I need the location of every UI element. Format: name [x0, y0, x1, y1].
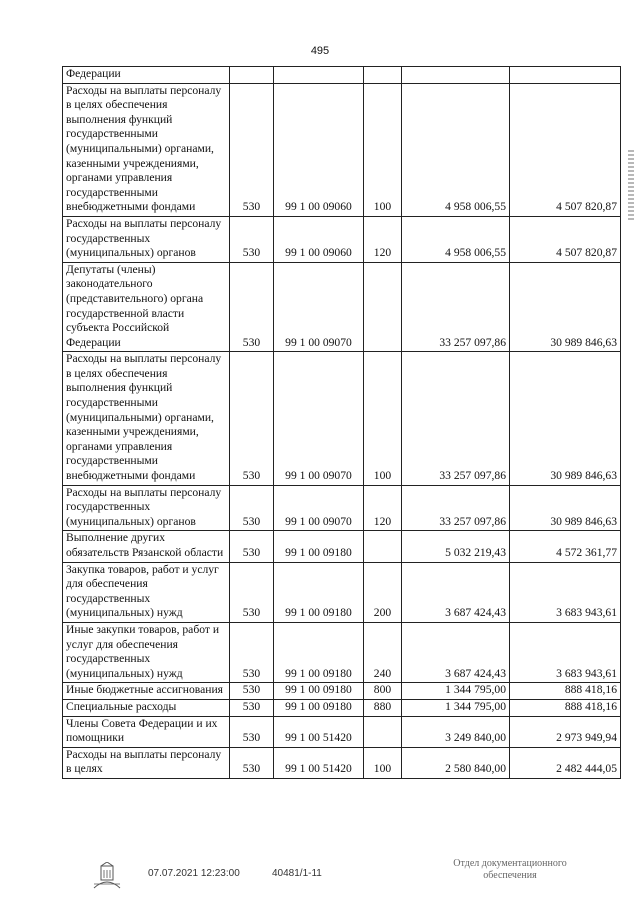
registration-number: 40481/1-11 [272, 868, 322, 879]
page-footer [0, 858, 640, 902]
row-name-cell: Члены Совета Федерации и их помощники [63, 716, 230, 747]
row-vd-cell: 530 [230, 716, 274, 747]
row-csr-cell [274, 67, 364, 84]
row-sum2-cell: 888 418,16 [510, 699, 621, 716]
row-vr-cell: 200 [364, 562, 402, 622]
row-csr-cell: 99 1 00 09180 [274, 562, 364, 622]
row-sum2-cell: 4 507 820,87 [510, 216, 621, 262]
row-sum1-cell: 33 257 097,86 [402, 485, 510, 531]
row-name-cell: Закупка товаров, работ и услуг для обеспечения государственных (муниципальных) нужд [63, 562, 230, 622]
row-sum2-cell [510, 67, 621, 84]
table-row [63, 622, 621, 682]
row-vr-cell: 800 [364, 683, 402, 700]
row-name-cell: Иные закупки товаров, работ и услуг для обеспечения государственных (муниципальных) нужд [63, 622, 230, 682]
row-name-cell: Депутаты (члены) законодательного (представительного) органа государственной власти субъекта Российской Федерации [63, 262, 230, 352]
row-sum1-cell [402, 67, 510, 84]
row-vd-cell: 530 [230, 562, 274, 622]
row-vd-cell: 530 [230, 747, 274, 778]
table-row [63, 562, 621, 622]
row-sum2-cell: 3 683 943,61 [510, 622, 621, 682]
row-csr-cell: 99 1 00 51420 [274, 716, 364, 747]
table-row [63, 262, 621, 352]
scan-edge-artifact [628, 150, 634, 220]
row-vd-cell: 530 [230, 622, 274, 682]
row-csr-cell: 99 1 00 09180 [274, 699, 364, 716]
row-name-cell: Иные бюджетные ассигнования [63, 683, 230, 700]
row-csr-cell: 99 1 00 09180 [274, 683, 364, 700]
row-sum1-cell: 3 687 424,43 [402, 562, 510, 622]
row-sum2-cell: 888 418,16 [510, 683, 621, 700]
row-sum1-cell: 3 249 840,00 [402, 716, 510, 747]
row-sum1-cell: 1 344 795,00 [402, 683, 510, 700]
table-body [63, 67, 621, 779]
table-row [63, 716, 621, 747]
row-vr-cell: 120 [364, 216, 402, 262]
row-vd-cell [230, 67, 274, 84]
row-csr-cell: 99 1 00 09060 [274, 216, 364, 262]
row-sum2-cell: 30 989 846,63 [510, 352, 621, 485]
row-sum1-cell: 33 257 097,86 [402, 262, 510, 352]
row-vd-cell: 530 [230, 485, 274, 531]
row-vr-cell: 100 [364, 352, 402, 485]
row-vr-cell [364, 716, 402, 747]
row-name-cell: Федерации [63, 67, 230, 84]
row-vd-cell: 530 [230, 352, 274, 485]
department-stamp-line1: Отдел документационного [453, 858, 567, 869]
row-vr-cell [364, 262, 402, 352]
row-sum1-cell: 33 257 097,86 [402, 352, 510, 485]
table-row [63, 683, 621, 700]
table-row [63, 747, 621, 778]
table-row [63, 83, 621, 216]
row-vd-cell: 530 [230, 216, 274, 262]
row-vr-cell [364, 67, 402, 84]
row-vr-cell: 880 [364, 699, 402, 716]
row-sum2-cell: 4 572 361,77 [510, 531, 621, 562]
table-row [63, 352, 621, 485]
row-vd-cell: 530 [230, 262, 274, 352]
row-name-cell: Расходы на выплаты персоналу в целях [63, 747, 230, 778]
row-sum2-cell: 2 482 444,05 [510, 747, 621, 778]
row-vr-cell [364, 531, 402, 562]
row-sum1-cell: 5 032 219,43 [402, 531, 510, 562]
row-csr-cell: 99 1 00 09060 [274, 83, 364, 216]
row-sum1-cell: 4 958 006,55 [402, 216, 510, 262]
row-sum2-cell: 30 989 846,63 [510, 485, 621, 531]
row-vr-cell: 100 [364, 747, 402, 778]
row-name-cell: Специальные расходы [63, 699, 230, 716]
row-csr-cell: 99 1 00 09180 [274, 622, 364, 682]
table-row [63, 699, 621, 716]
row-csr-cell: 99 1 00 51420 [274, 747, 364, 778]
row-csr-cell: 99 1 00 09070 [274, 485, 364, 531]
row-sum1-cell: 4 958 006,55 [402, 83, 510, 216]
row-sum2-cell: 30 989 846,63 [510, 262, 621, 352]
row-vd-cell: 530 [230, 531, 274, 562]
row-name-cell: Расходы на выплаты персоналу в целях обеспечения выполнения функций государственными (муниципальными) органами, казенными учреждениями, органами управления государственными внебюджетными фондами [63, 83, 230, 216]
department-stamp-line2: обеспечения [483, 870, 537, 881]
table-row [63, 67, 621, 84]
table-row [63, 485, 621, 531]
department-stamp [435, 858, 585, 882]
row-sum1-cell: 2 580 840,00 [402, 747, 510, 778]
row-vd-cell: 530 [230, 699, 274, 716]
row-name-cell: Расходы на выплаты персоналу в целях обеспечения выполнения функций государственными (муниципальными) органами, казенными учреждениями, органами управления государственными внебюджетными фондами [63, 352, 230, 485]
row-sum2-cell: 3 683 943,61 [510, 562, 621, 622]
table-row [63, 531, 621, 562]
row-vr-cell: 100 [364, 83, 402, 216]
row-vd-cell: 530 [230, 83, 274, 216]
page-number: 495 [310, 45, 330, 57]
registration-datetime: 07.07.2021 12:23:00 [148, 868, 240, 879]
row-name-cell: Расходы на выплаты персоналу государственных (муниципальных) органов [63, 216, 230, 262]
row-csr-cell: 99 1 00 09180 [274, 531, 364, 562]
table-row [63, 216, 621, 262]
rzn-duma-emblem-icon [92, 862, 122, 890]
row-name-cell: Расходы на выплаты персоналу государственных (муниципальных) органов [63, 485, 230, 531]
row-sum2-cell: 2 973 949,94 [510, 716, 621, 747]
row-sum1-cell: 3 687 424,43 [402, 622, 510, 682]
row-name-cell: Выполнение других обязательств Рязанской области [63, 531, 230, 562]
budget-table [62, 66, 621, 779]
row-vr-cell: 120 [364, 485, 402, 531]
row-vd-cell: 530 [230, 683, 274, 700]
row-sum1-cell: 1 344 795,00 [402, 699, 510, 716]
row-csr-cell: 99 1 00 09070 [274, 352, 364, 485]
row-vr-cell: 240 [364, 622, 402, 682]
row-sum2-cell: 4 507 820,87 [510, 83, 621, 216]
row-csr-cell: 99 1 00 09070 [274, 262, 364, 352]
